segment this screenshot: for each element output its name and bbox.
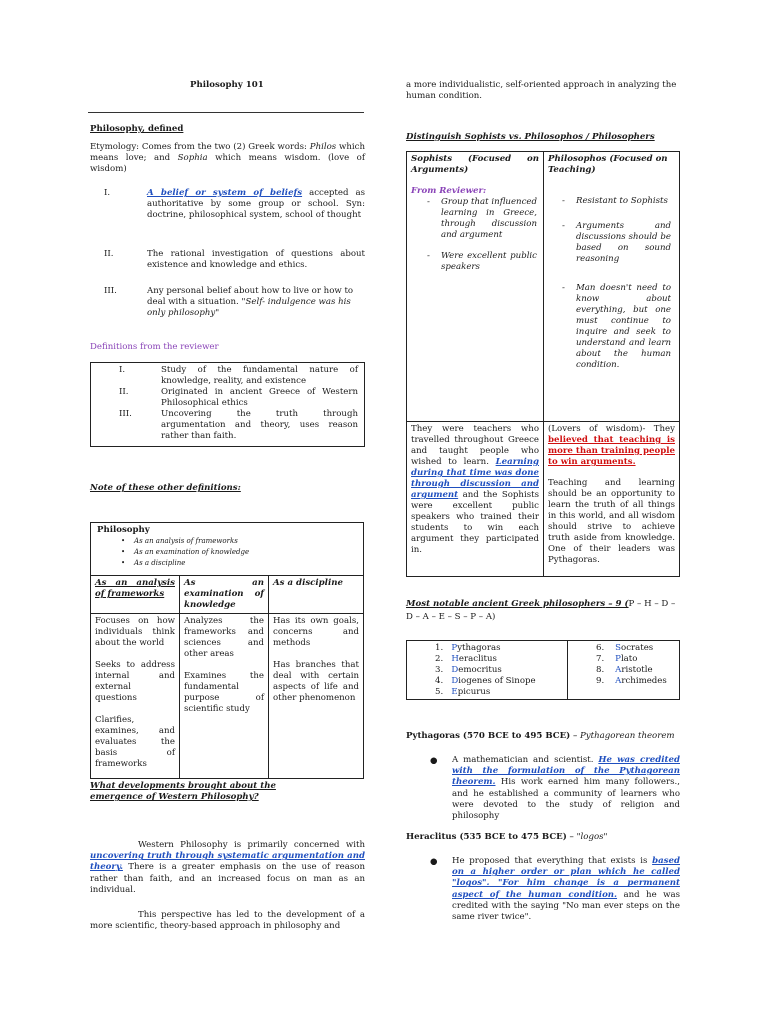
philosopher-item: 6. Socrates xyxy=(596,643,654,653)
reviewer-table xyxy=(90,362,365,447)
reviewer-num-2: II. xyxy=(119,387,129,397)
philosopher-item: 3. Democritus xyxy=(435,665,502,675)
col-head-discipline: As a discipline xyxy=(269,576,364,614)
pythagoras-heading: Pythagoras (570 BCE to 495 BCE) – Pythagorean theorem xyxy=(406,731,675,741)
bullet-icon: ● xyxy=(430,756,438,766)
from-reviewer-label: From Reviewer: xyxy=(411,186,487,196)
sophists-head: Sophists (Focused on Arguments) xyxy=(411,154,539,175)
philosophos-emph: believed that teaching is more than training people to win arguments. xyxy=(548,435,675,467)
bullet-icon: ● xyxy=(430,857,438,867)
philosopher-item: 5. Epicurus xyxy=(435,687,491,697)
col3-item: Has branches that deal with certain aspects of life and other phenomenon xyxy=(273,660,359,703)
def-num-1: I. xyxy=(104,188,111,198)
distinguish-heading: Distinguish Sophists vs. Philosophos / Philosophers xyxy=(406,132,655,142)
philosophos-item: - Arguments and discussions should be based on sound reasoning xyxy=(562,221,671,265)
sophist-item: - Were excellent public speakers xyxy=(427,251,537,273)
col1-item: Seeks to address internal and external questions xyxy=(95,660,175,703)
other-defs-bullet: • As an examination of knowledge xyxy=(121,548,250,556)
reviewer-row-1: Study of the fundamental nature of knowledge, reality, and existence xyxy=(161,365,358,386)
reviewer-row-2: Originated in ancient Greece of Western Philosophical ethics xyxy=(161,387,358,408)
developments-heading: What developments brought about the emergence of Western Philosophy? xyxy=(90,781,276,803)
sophist-desc: They were teachers who travelled throughout Greece and taught people who wished to learn. xyxy=(411,424,539,467)
reviewer-row-3: Uncovering the truth through argumentation and theory, uses reason rather than faith. xyxy=(161,409,358,441)
def-num-2: II. xyxy=(104,249,114,259)
developments-p2-cont: a more individualistic, self-oriented approach in analyzing the human condition. xyxy=(406,80,677,102)
sophist-desc-2: and the Sophists were excellent public speakers who trained their students to win each argument they participated in. xyxy=(411,490,539,555)
col-head-frameworks: As an analysis of frameworks xyxy=(91,576,180,614)
philosophos-head: Philosophos (Focused on Teaching) xyxy=(548,154,668,175)
developments-p1: Western Philosophy is primarily concerned with uncovering truth through systematic argumentation and theory. There is a greater emphasis on the use of reason rather than faith, and an increased focus on man as an individual. xyxy=(90,840,365,895)
col-head-knowledge: As an examination of knowledge xyxy=(180,576,269,614)
other-defs-bullet: • As a discipline xyxy=(121,559,186,567)
def-item-1: A belief or system of beliefs accepted as authoritative by some group or school. Syn: doctrine, philosophical system, school of thought xyxy=(147,188,366,221)
col2-item: Examines the fundamental purpose of scientific study xyxy=(184,671,264,714)
heraclitus-text: He proposed that everything that exists is based on a higher order or plan which he called "logos". "For him change is a permanent aspect of the human condition. and he was credited with the saying "No man ever steps on the same river twice". xyxy=(452,856,680,923)
def-num-3: III. xyxy=(104,286,117,296)
other-defs-bullet: • As an analysis of frameworks xyxy=(121,537,238,545)
philosophos-item: - Resistant to Sophists xyxy=(562,196,671,207)
col3-item: Has its own goals, concerns and methods xyxy=(273,616,359,648)
philosopher-item: 4. Diogenes of Sinope xyxy=(435,676,536,686)
heraclitus-heading: Heraclitus (535 BCE to 475 BCE) – "logos" xyxy=(406,832,608,842)
notable-heading: Most notable ancient Greek philosophers – 9 (P – H – D – D – A – E – S – P – A) xyxy=(406,599,676,622)
reviewer-num-3: III. xyxy=(119,409,132,419)
reviewer-heading: Definitions from the reviewer xyxy=(90,342,219,352)
philosopher-item: 7. Plato xyxy=(596,654,638,664)
developments-p2: This perspective has led to the development of a more scientific, theory-based approach in philosophy and xyxy=(90,910,365,932)
page-title: Philosophy 101 xyxy=(190,80,264,90)
col1-item: Clarifies, examines, and evaluates the basis of frameworks xyxy=(95,715,175,769)
pythagoras-text: A mathematician and scientist. He was credited with the formulation of the Pythagorean theorem. His work earned him many followers., and he established a community of learners who were devoted to the study of religion and philosophy xyxy=(452,755,680,822)
def-item-2: The rational investigation of questions about existence and knowledge and ethics. xyxy=(147,249,365,271)
philosopher-item: 8. Aristotle xyxy=(596,665,653,675)
philosophos-desc-2: Teaching and learning should be an opportunity to learn the truth of all things in this world, and all wisdom should strive to achieve truth aside from knowledge. One of their leaders was Pythagoras. xyxy=(548,478,675,565)
other-defs-heading: Note of these other definitions: xyxy=(90,483,241,493)
philosopher-item: 2. Heraclitus xyxy=(435,654,497,664)
defined-heading: Philosophy, defined xyxy=(90,124,184,134)
sophist-item: - Group that influenced learning in Greece, through discussion and argument xyxy=(427,197,537,241)
def-item-3: Any personal belief about how to live or how to deal with a situation. "Self- indulgence was his only philosophy" xyxy=(147,286,354,319)
col2-item: Analyzes the frameworks and sciences and other areas xyxy=(184,616,264,659)
philosopher-item: 9. Archimedes xyxy=(596,676,667,686)
col1-item: Focuses on how individuals think about the world xyxy=(95,616,175,648)
philosophos-desc: (Lovers of wisdom)- They xyxy=(548,424,675,434)
philosopher-item: 1. Pythagoras xyxy=(435,643,501,653)
philosophers-table xyxy=(406,640,680,700)
title-divider xyxy=(88,112,364,113)
other-defs-box-title: Philosophy xyxy=(97,525,150,535)
other-defs-table xyxy=(90,522,364,779)
sophists-table xyxy=(406,151,680,577)
reviewer-num-1: I. xyxy=(119,365,126,375)
sophist-emph: Learning during that time was done through discussion and argument xyxy=(411,457,539,500)
etymology-paragraph: Etymology: Comes from the two (2) Greek words: Philos which means love; and Sophia which means wisdom. (love of wisdom) xyxy=(90,142,366,175)
philosophos-item: - Man doesn't need to know about everything, but one must continue to inquire and seek to understand and learn about the human condition. xyxy=(562,283,671,371)
